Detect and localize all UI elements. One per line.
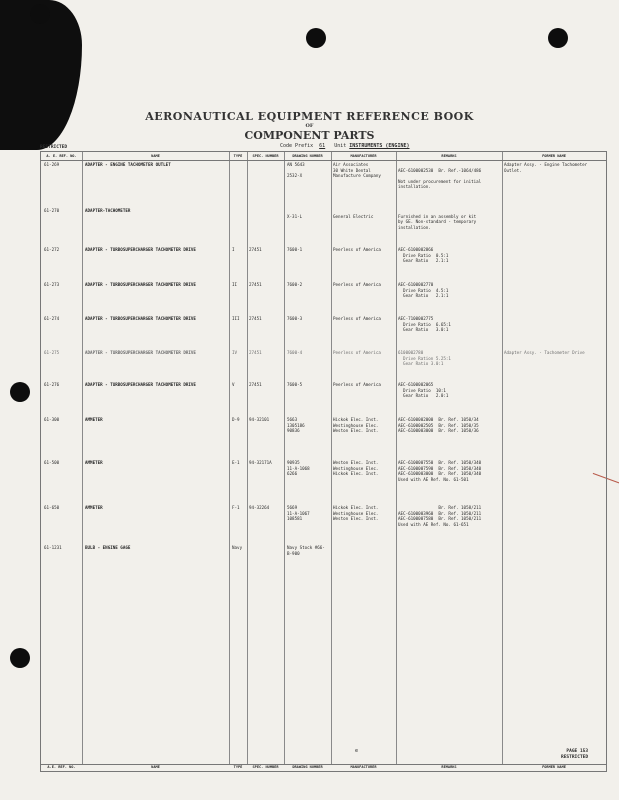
page-number-block [561,749,588,760]
name-cell: ADAPTER - TURBOSUPERCHARGER TACHOMETER DRIVE [85,350,196,355]
ref-no-cell: 61-269 [44,162,60,167]
former-name-cell: Adapter Assy. - Engine Tachometer Outlet. [504,162,588,173]
spec-cell: 27451 [249,382,262,387]
punch-hole-top-right [548,28,568,48]
drawing-cell: AN 5643 2532-X [287,162,305,179]
manufacturer-cell: Peerless of America [333,247,381,252]
drawing-cell: 7600-5 [287,382,303,387]
drawing-cell: Navy Stock #66- B-900 [287,545,325,556]
spec-cell: 94-32101 [249,417,270,422]
col-divider [82,152,83,764]
type-cell: E-1 [232,460,240,465]
remarks-cell: AEC-6100007550 Br. Ref. 1050/340 AEC-6100007590 Br. Ref. 1050/340 AEC-6100003000 Br. Ref. 1050/340 Used with AE Ref. No. 61-501 [398,460,482,482]
ref-no-cell: 61-272 [44,247,60,252]
name-cell: BULB - ENGINE GAGE [85,545,131,550]
book-subtitle: COMPONENT PARTS [244,129,375,142]
type-cell: F-1 [232,505,240,510]
spec-cell: 27451 [249,247,262,252]
drawing-cell: 5663 1305186 90836 [287,417,305,434]
name-cell: ADAPTER - TURBOSUPERCHARGER TACHOMETER DRIVE [85,247,196,252]
restricted-label-bottom: RESTRICTED [561,754,589,760]
type-cell: III [232,316,240,321]
unit-value: INSTRUMENTS (ENGINE) [349,143,410,149]
type-cell: D-9 [232,417,240,422]
manufacturer-cell: Peerless of America [333,316,381,321]
col-divider [229,152,230,764]
manufacturer-cell: Weston Elec. Inst. Westinghouse Elec. Hickok Elec. Inst. [333,460,379,477]
spec-cell: 27451 [249,350,262,355]
footer-spec: SPEC. NUMBER [252,765,279,769]
header-former-name: FORMER NAME [542,154,566,158]
remarks-cell: AEC-6100002000 Br. Ref. 1050/34 AEC-6100002505 Br. Ref. 1050/35 AEC-6100003000 Br. Ref. 1050/36 [398,417,479,434]
drawing-cell: 7600-1 [287,247,303,252]
spec-cell: 94-32171A [249,460,272,465]
name-cell: AMMETER [85,505,103,510]
code-prefix-line [280,143,410,149]
footer-drawing: DRAWING NUMBER [292,765,323,769]
drawing-cell: 7600-3 [287,316,303,321]
header-remarks: REMARKS [441,154,457,158]
type-cell: Navy [232,545,243,550]
code-prefix-label: Code Prefix [280,143,314,149]
remarks-cell: AEC-7100002775 Drive Ratio 6.65:1 Gear Ratio 3.0:1 [398,316,451,333]
unit-label: Unit [334,143,347,149]
footer-ref-no: A.E. REF. NO. [47,765,76,769]
type-cell: I [232,247,235,252]
punch-hole-top-left [30,4,50,24]
footer-manufacturer: MANUFACTURER [350,765,377,769]
type-cell: II [232,282,238,287]
type-cell: IV [232,350,238,355]
spec-cell: 27451 [249,282,262,287]
spec-cell: 94-32264 [249,505,270,510]
book-title: AERONAUTICAL EQUIPMENT REFERENCE BOOK [145,110,474,123]
punch-hole-bottom-left [10,648,30,668]
manufacturer-cell: Peerless of America [333,282,381,287]
remarks-cell: AEC-6100002530 Br. Ref.-1064/486 Not under procurement for initial installation. [398,167,482,190]
drawing-cell: X-31-L [287,213,303,219]
name-cell: ADAPTER - TURBOSUPERCHARGER TACHOMETER DRIVE [85,316,196,321]
ref-no-cell: 61-273 [44,282,60,287]
manufacturer-cell: Peerless of America [333,382,381,387]
name-cell: ADAPTER - TURBOSUPERCHARGER TACHOMETER DRIVE [85,282,196,287]
type-cell: V [232,382,235,387]
remarks-cell: Br. Ref. 1058/211 AEC-6100003960 Br. Ref. 1050/211 AEC-6100007580 Br. Ref. 1050/211 Used with AE Ref. No. 61-651 [398,505,482,527]
table-header [41,152,606,161]
punch-hole-left-middle [10,382,30,402]
drawing-cell: 7600-2 [287,282,303,287]
footer-former-name: FORMER NAME [542,765,566,769]
ref-no-cell: 61-650 [44,505,60,510]
footer-name: NAME [151,765,160,769]
manufacturer-cell: General Electric [333,213,374,219]
header-manufacturer: MANUFACTURER [350,154,377,158]
ref-no-cell: 61-275 [44,350,60,355]
drawing-cell: 7600-4 [287,350,303,355]
col-divider [284,152,285,764]
remarks-cell: AEC-6100002866 Drive Ratio 0.5:1 Gear Ratio 2.1:1 [398,247,449,264]
ref-no-cell: 61-274 [44,316,60,321]
manufacturer-cell: Hickok Elec. Inst. Westinghouse Elec. Weston Elec. Inst. [333,505,379,522]
table-footer [40,763,607,772]
remarks-cell: AEC-6100002065 Drive Ratio 10:1 Gear Ratio 2.0:1 [398,382,449,399]
col-divider [396,152,397,764]
header-type: TYPE [233,154,243,158]
header-spec: SPEC. NUMBER [252,154,279,158]
restricted-label-top: RESTRICTED [40,145,68,150]
code-prefix-value: 61 [319,143,326,149]
name-cell: ADAPTER - TURBOSUPERCHARGER TACHOMETER DRIVE [85,382,196,387]
col-divider [502,152,503,764]
header-name: NAME [151,154,160,158]
remarks-cell: AEC-6100002770 Drive Ratio 4.5:1 Gear Ratio 2.1:1 [398,282,449,299]
book-title-of: OF [305,123,314,129]
manufacturer-cell: Peerless of America [333,350,381,355]
footer-remarks: REMARKS [441,765,457,769]
ref-no-cell: 61-300 [44,417,60,422]
page-number: PAGE 153 [566,749,589,754]
stray-mark: e [355,748,359,754]
drawing-cell: 90935 11-A-1068 6266 [287,460,310,477]
spec-cell: 27451 [249,316,262,321]
name-cell: AMMETER [85,417,103,422]
footer-type: TYPE [233,765,243,769]
manufacturer-cell: Air Associates 30 White Dental Manufacture Company [333,162,381,179]
col-divider [247,152,248,764]
header-drawing: DRAWING NUMBER [292,154,323,158]
header-ref-no: A. E. REF. NO. [46,154,77,158]
manufacturer-cell: Hickok Elec. Inst. Westinghouse Elec. Weston Elec. Inst. [333,417,379,434]
name-cell: ADAPTER-TACHOMETER [85,208,131,213]
ref-no-cell: 61-276 [44,382,60,387]
punch-hole-top-middle [306,28,326,48]
drawing-cell: 5669 11-A-1067 108581 [287,505,310,522]
parts-table [40,151,607,765]
name-cell: AMMETER [85,460,103,465]
ref-no-cell: 61-1231 [44,545,62,550]
remarks-cell: Furnished in an assembly or kit by GE. Non-standard - temporary installation. [398,213,477,230]
former-name-cell: Adapter Assy. - Tachometer Drive [504,350,585,355]
remarks-cell: 6100002780 Drive Ration 5.25:1 Gear Ratio 3.0:1 [398,350,451,367]
name-cell: ADAPTER - ENGINE TACHOMETER OUTLET [85,162,171,167]
ref-no-cell: 61-500 [44,460,60,465]
ref-no-cell: 61-270 [44,208,60,213]
col-divider [331,152,332,764]
